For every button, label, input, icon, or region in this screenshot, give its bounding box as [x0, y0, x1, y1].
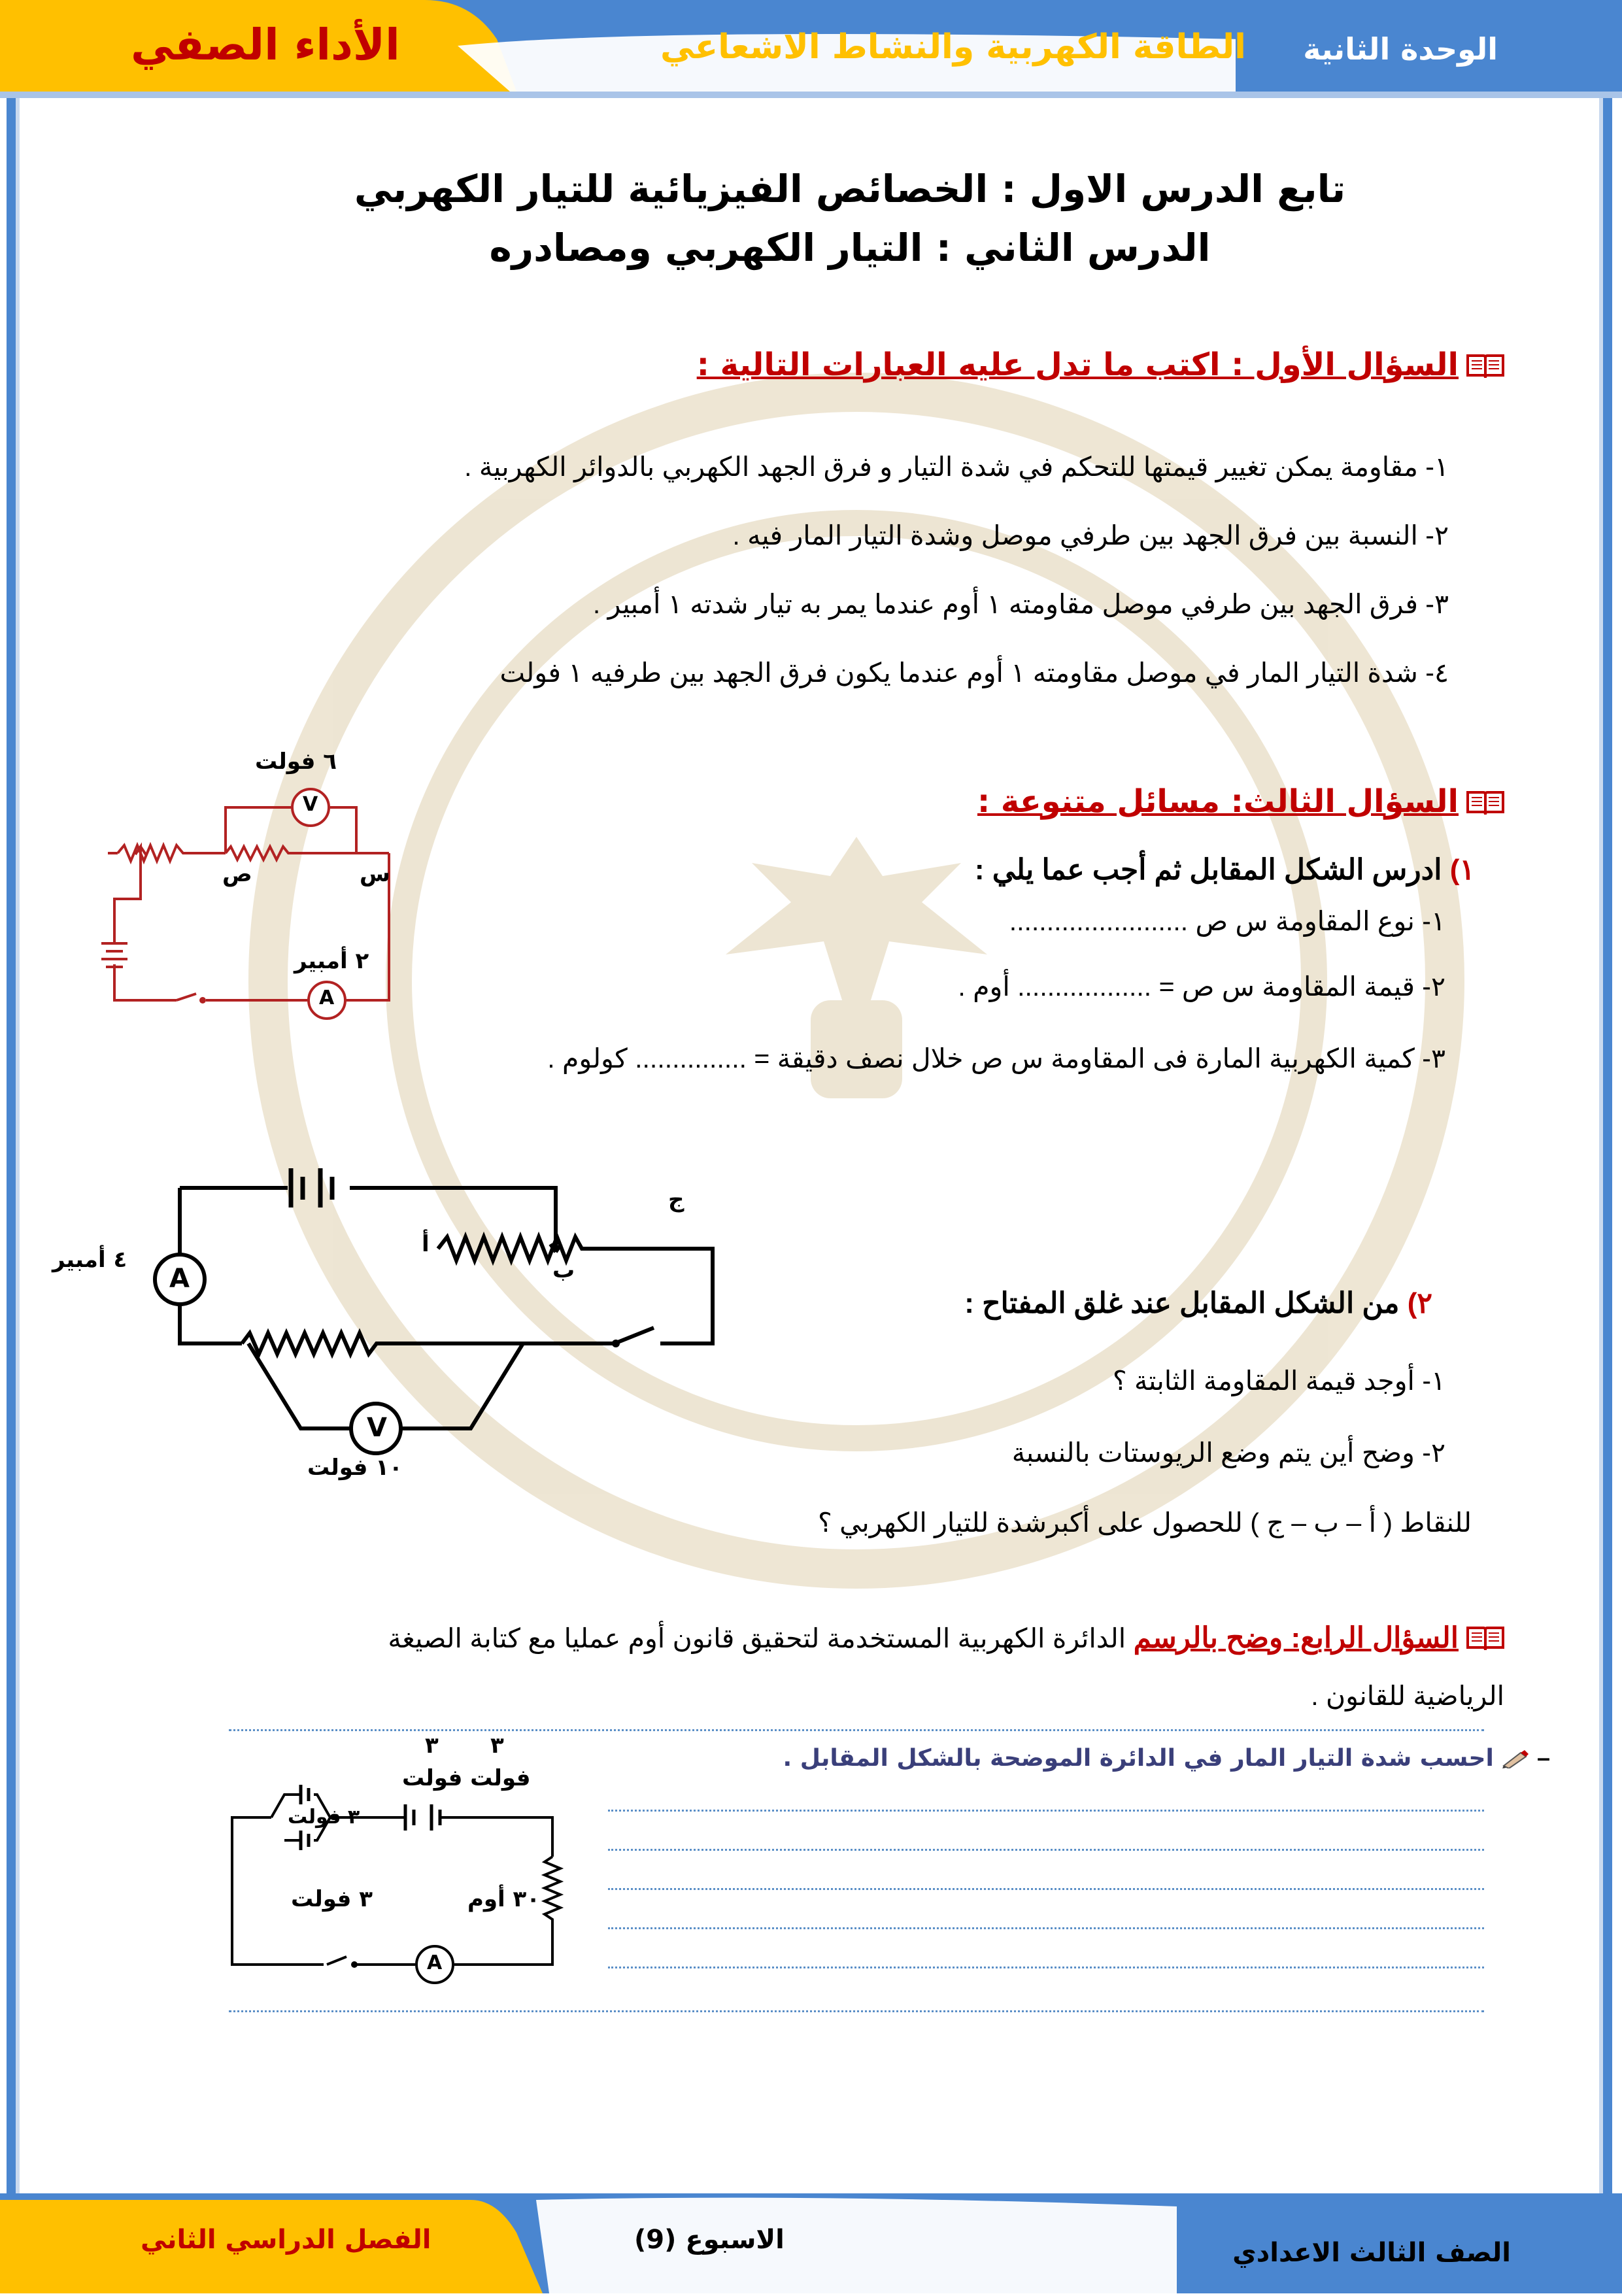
- answer-line-4: [608, 1927, 1484, 1929]
- footer-week: الاسبوع (9): [634, 2225, 785, 2255]
- p2-intro-row: [964, 1287, 1432, 1320]
- open-book-icon: [1466, 788, 1504, 816]
- c3-n2: ٣: [490, 1732, 504, 1759]
- q1-item-4: ٤- شدة التيار المار في موصل مقاومته ١ أوم عندما يكون فرق الجهد بين طرفيه ١ فولت: [499, 658, 1449, 688]
- p2-item-3: للنقاط ( أ – ب – ج ) للحصول على أكبرشدة للتيار الكهربي ؟: [817, 1508, 1472, 1538]
- c3-volt-pair: فولت فولت: [402, 1765, 531, 1791]
- c1-x-label: س: [360, 861, 390, 887]
- header-topic: الطاقة الكهربية والنشاط الاشعاعي: [660, 27, 1247, 67]
- c2-b-point: ب: [552, 1257, 575, 1283]
- page-footer: [0, 2193, 1622, 2293]
- circuit-diagram-3: [216, 1732, 582, 2007]
- open-book-icon: [1466, 1624, 1504, 1651]
- c1-a-label: A: [319, 987, 335, 1009]
- q1-item-2: ٢- النسبة بين فرق الجهد بين طرفي موصل وشدة التيار المار فيه .: [732, 520, 1449, 550]
- q4-heading: السؤال الرابع: وضح بالرسم: [1133, 1622, 1459, 1654]
- q1-item-3: ٣- فرق الجهد بين طرفي موصل مقاومته ١ أوم عندما يمر به تيار شدته ١ أمبير .: [592, 589, 1449, 619]
- c3-cell-top: ٣ فولت: [288, 1806, 360, 1829]
- q3-heading-row: [977, 783, 1504, 820]
- c1-v-label: V: [303, 793, 318, 816]
- exercise-prompt-row: [783, 1744, 1551, 1772]
- q4-text-1: الدائرة الكهربية المستخدمة لتحقيق قانون أوم عمليا مع كتابة الصيغة: [388, 1623, 1126, 1653]
- header-unit: الوحدة الثانية: [1303, 31, 1498, 67]
- q3-heading: السؤال الثالث: مسائل متنوعة :: [977, 783, 1459, 820]
- c1-y-label: ص: [222, 861, 252, 887]
- resistor-xy: [226, 847, 389, 860]
- p1-item-1: ١- نوع المقاومة س ص ........................: [1009, 906, 1445, 936]
- p1-number: ١): [1449, 854, 1475, 886]
- c1-amp-label: ٢ أمبير: [294, 948, 369, 974]
- q4-text-2: الرياضية للقانون .: [1311, 1681, 1504, 1711]
- c2-v-label: V: [367, 1413, 387, 1443]
- q1-heading: السؤال الأول : اكتب ما تدل عليه العبارات التالية :: [696, 346, 1459, 383]
- footer-term: الفصل الدراسي الثاني: [141, 2225, 431, 2255]
- circuit-diagram-2: [52, 1154, 745, 1481]
- q1-item-1: ١- مقاومة يمكن تغيير قيمتها للتحكم في شدة التيار و فرق الجهد الكهربي بالدوائر الكهربية .: [464, 452, 1449, 482]
- circuit-diagram-1: [98, 749, 405, 1023]
- p1-item-2: ٢- قيمة المقاومة س ص = .................. أوم .: [958, 971, 1445, 1002]
- page-header: [0, 0, 1622, 98]
- p1-intro-row: [975, 853, 1475, 886]
- exercise-bottom-rule: [229, 2010, 1484, 2012]
- c1-volt-label: ٦ فولت: [255, 749, 337, 775]
- exercise-top-rule: [229, 1729, 1484, 1731]
- c2-c-point: ج: [668, 1187, 684, 1213]
- footer-grade: الصف الثالث الاعدادي: [1232, 2238, 1511, 2268]
- q4-row: [388, 1621, 1504, 1655]
- rheostat-zigzag: [438, 1237, 713, 1343]
- c3-a-label: A: [427, 1951, 443, 1974]
- p2-item-1: ١- أوجد قيمة المقاومة الثابتة ؟: [1112, 1366, 1445, 1396]
- open-book-icon: [1466, 352, 1504, 379]
- header-activity: الأداء الصفي: [131, 20, 400, 70]
- exercise-dash: –: [1536, 1744, 1550, 1771]
- exercise-prompt: احسب شدة التيار المار في الدائرة الموضحة بالشكل المقابل .: [783, 1745, 1494, 1772]
- answer-line-5: [608, 1967, 1484, 1968]
- c2-amp-label: ٤ أمبير: [52, 1247, 127, 1273]
- rheostat-zigzag: [118, 845, 226, 861]
- c2-volt-label: ١٠ فولت: [307, 1455, 403, 1481]
- lesson-title-2: الدرس الثاني : التيار الكهربي ومصادره: [489, 226, 1211, 270]
- p2-intro: من الشكل المقابل عند غلق المفتاح :: [964, 1287, 1400, 1319]
- answer-line-3: [608, 1888, 1484, 1890]
- p1-item-3: ٣- كمية الكهربية المارة فى المقاومة س ص خلال نصف دقيقة = ............... كولوم .: [547, 1043, 1445, 1073]
- q1-heading-row: [697, 346, 1504, 383]
- p1-intro: ادرس الشكل المقابل ثم أجب عما يلي :: [974, 854, 1442, 886]
- p2-item-2: ٢- وضح أين يتم وضع الريوستات بالنسبة: [1011, 1438, 1445, 1468]
- p2-number: ٢): [1407, 1287, 1432, 1319]
- c3-cell-bottom: ٣ فولت: [291, 1886, 373, 1912]
- answer-line-1: [608, 1810, 1484, 1812]
- c2-a-label: A: [169, 1264, 190, 1294]
- c3-n1: ٣: [425, 1732, 439, 1759]
- lesson-title-1: تابع الدرس الاول : الخصائص الفيزيائية للتيار الكهربي: [354, 167, 1346, 211]
- c3-resistor-label: ٣٠ أوم: [467, 1886, 541, 1912]
- answer-line-2: [608, 1849, 1484, 1851]
- c2-a-point: أ: [422, 1231, 430, 1257]
- pencil-icon: [1501, 1749, 1530, 1768]
- fixed-resistor: [242, 1328, 654, 1354]
